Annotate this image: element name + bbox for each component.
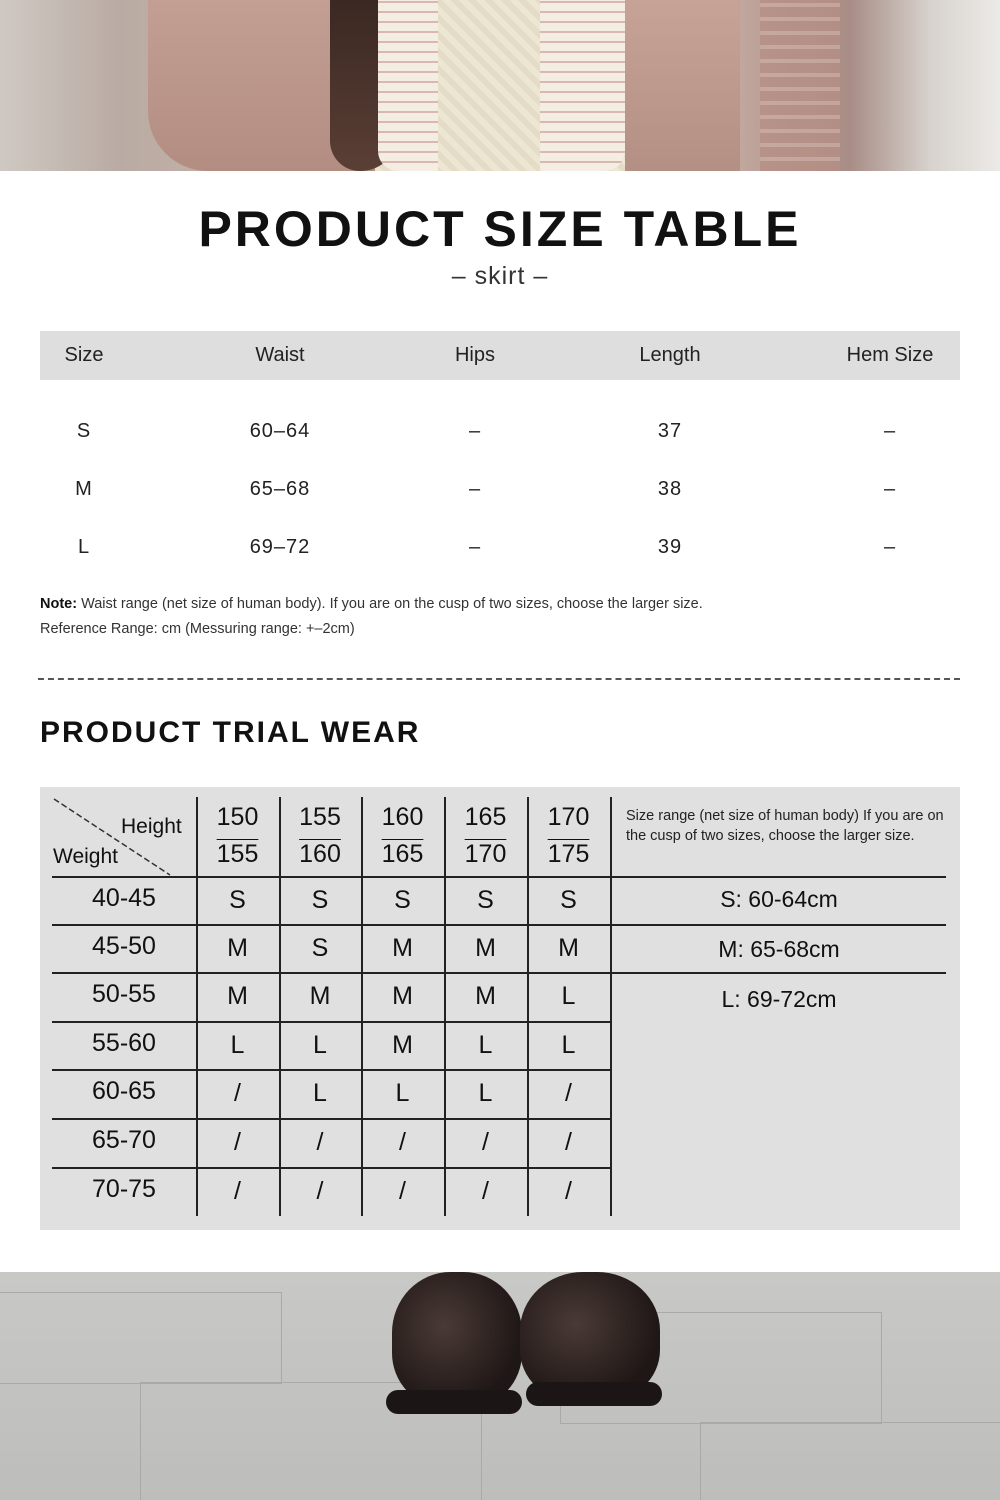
cell-length: 38 [657, 478, 683, 500]
section-divider [38, 678, 960, 680]
trial-cell: M [309, 982, 331, 1010]
table-row [40, 469, 960, 509]
grid-horizontal-line [52, 924, 946, 926]
col-header-waist: Waist [255, 344, 305, 366]
bottom-product-photo [0, 1272, 1000, 1500]
trial-cell: L [395, 1079, 410, 1107]
cell-size: S [76, 420, 92, 442]
cell-size: M [75, 478, 93, 500]
trial-cell: M [227, 982, 248, 1010]
size-note [40, 596, 703, 612]
range-medium: M: 65-68cm [718, 936, 840, 962]
trial-cell: M [392, 1031, 413, 1059]
col-header-hips: Hips [454, 344, 495, 366]
height-to: 155 [216, 840, 259, 868]
lace-trim-right [540, 0, 625, 171]
cell-hem-size: – [883, 536, 897, 558]
cell-waist: 69–72 [249, 536, 311, 558]
cell-hips: – [468, 478, 482, 500]
trial-cell: L [313, 1031, 327, 1059]
trial-cell: / [234, 1128, 241, 1156]
grid-horizontal-line [52, 1118, 611, 1120]
trial-cell: / [565, 1177, 572, 1205]
col-header-length: Length [639, 344, 701, 366]
weight-label: 60-65 [92, 1077, 156, 1105]
floor-tile [0, 1292, 282, 1384]
height-from: 160 [381, 803, 424, 831]
col-header-hem-size: Hem Size [846, 344, 934, 366]
top-product-photo [0, 0, 1000, 171]
weight-label: 65-70 [92, 1126, 156, 1154]
note-label: Note: [40, 596, 78, 612]
height-header [361, 799, 444, 873]
right-shoe-sole [526, 1382, 662, 1406]
weight-label: 45-50 [92, 932, 156, 960]
trial-cell: L [313, 1079, 327, 1107]
trial-cell: M [475, 934, 496, 962]
trial-cell: S [394, 886, 411, 914]
coat-right-shape [625, 0, 740, 171]
table-row [40, 411, 960, 451]
range-small: S: 60-64cm [720, 886, 838, 912]
grid-horizontal-line [52, 876, 946, 878]
trial-cell: / [482, 1128, 489, 1156]
cell-hem-size: – [883, 420, 897, 442]
page-title: PRODUCT SIZE TABLE [198, 201, 802, 257]
range-large: L: 69-72cm [721, 986, 837, 1012]
height-from: 150 [216, 803, 259, 831]
size-range-note: Size range (net size of human body) If you are on the cusp of two sizes, choose the larger size. [626, 808, 944, 844]
height-header [444, 799, 527, 873]
cell-length: 37 [657, 420, 683, 442]
trial-cell: M [392, 982, 413, 1010]
grid-horizontal-line [52, 972, 946, 974]
height-from: 165 [464, 803, 507, 831]
cell-waist: 60–64 [249, 420, 311, 442]
grid-horizontal-line [52, 1069, 611, 1071]
cell-hips: – [468, 420, 482, 442]
height-header [527, 799, 610, 873]
height-from: 155 [299, 803, 341, 831]
cell-waist: 65–68 [249, 478, 311, 500]
trial-cell: M [475, 982, 496, 1010]
page-subtitle: – skirt – [451, 262, 549, 290]
grid-horizontal-line [52, 1167, 611, 1169]
left-shoe-sole [386, 1390, 522, 1414]
trial-cell: / [399, 1177, 406, 1205]
grid-horizontal-line [52, 1021, 611, 1023]
trial-cell: L [478, 1079, 493, 1107]
trial-cell: / [234, 1177, 241, 1205]
lace-trim-left [378, 0, 438, 171]
trial-cell: M [227, 934, 248, 962]
trial-cell: L [561, 982, 576, 1010]
trial-cell: L [478, 1031, 493, 1059]
trial-cell: S [311, 934, 329, 962]
cell-length: 39 [657, 536, 683, 558]
reference-range-note: Reference Range: cm (Messuring range: +–2cm) [40, 621, 355, 637]
height-header [279, 799, 361, 873]
trial-cell: S [311, 886, 329, 914]
weight-label: 50-55 [92, 980, 156, 1008]
cell-hips: – [468, 536, 482, 558]
note-text: Waist range (net size of human body). If you are on the cusp of two sizes, choose the larger size. [77, 596, 703, 612]
cell-hem-size: – [883, 478, 897, 500]
trial-cell: / [234, 1079, 241, 1107]
height-to: 170 [464, 840, 507, 868]
corner-height-label: Height [121, 815, 182, 838]
weight-label: 40-45 [92, 884, 156, 912]
height-to: 175 [547, 840, 590, 868]
left-shoe [392, 1272, 522, 1407]
trial-cell: S [229, 886, 246, 914]
trial-cell: M [392, 934, 413, 962]
size-table-header [40, 331, 960, 380]
trial-cell: / [482, 1177, 489, 1205]
height-from: 170 [547, 803, 590, 831]
trial-cell: S [560, 886, 577, 914]
cell-size: L [77, 536, 91, 558]
corner-weight-label: Weight [53, 845, 118, 868]
weight-label: 55-60 [92, 1029, 156, 1057]
height-to: 160 [299, 840, 341, 868]
brick-wall-shape [760, 0, 840, 171]
trial-cell: / [316, 1177, 324, 1205]
table-row [40, 527, 960, 567]
floor-tile [700, 1422, 1000, 1500]
trial-cell: L [561, 1031, 576, 1059]
trial-cell: L [230, 1031, 245, 1059]
trial-cell: / [565, 1128, 572, 1156]
trial-cell: / [316, 1128, 324, 1156]
trial-section-title: PRODUCT TRIAL WEAR [40, 716, 421, 749]
weight-label: 70-75 [92, 1175, 156, 1203]
trial-cell: / [399, 1128, 406, 1156]
height-to: 165 [381, 840, 424, 868]
trial-cell: M [558, 934, 579, 962]
col-header-size: Size [64, 344, 104, 366]
trial-cell: S [477, 886, 494, 914]
height-header [196, 799, 279, 873]
trial-cell: / [565, 1079, 572, 1107]
